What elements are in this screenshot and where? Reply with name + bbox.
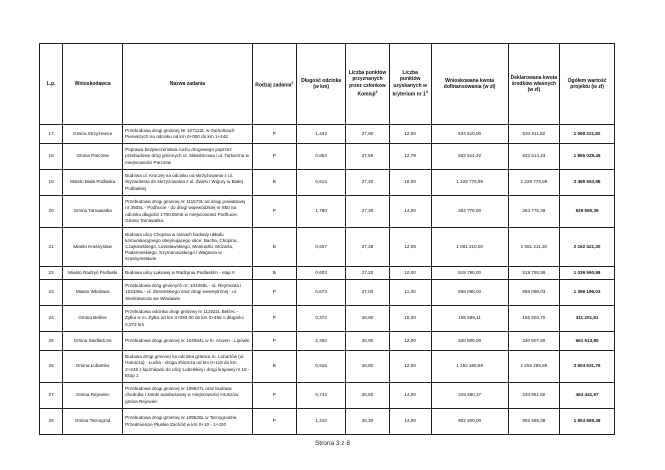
row-task-name: Przebudowa drogi gminnej nr 104564L w m. Anusin - Lipówki [123,332,253,351]
header-points-criterion: Liczba punktów uzyskanych w kryterium nr $1^4$ [389,44,431,125]
row-declared: 1 229 776,99 [508,170,560,196]
table-row [40,409,615,435]
row-task-name: Budowa drogi gminnej na odcinku granica m. Lubartów (ul. Hutnicza) - Łucka - droga zbiorcza od km 0+115 do km 2+249 z łącznikami do ulicy Lubelskiej i drogi krajowej nr 19 - Etap 1 [123,351,253,383]
table-row [40,280,615,306]
row-applicant: Gmina Rejowiec [63,383,123,409]
table-row [40,144,615,170]
row-declared: 902 469,38 [508,409,560,435]
row-total: 1 039 590,98 [560,267,615,280]
row-total: 1 804 869,38 [560,409,615,435]
row-points-criterion: 10,00 [389,267,431,280]
row-applicant: Gmina Lubartów [63,351,123,383]
row-applicant: Gmina Bełżec [63,306,123,332]
row-total: 1 865 028,45 [560,144,615,170]
row-requested: 534 610,00 [431,125,508,144]
table-row [40,228,615,267]
row-declared: 1 252 265,88 [508,351,560,383]
row-length: 0,607 [296,228,345,267]
row-applicant: Miasto Krasnystaw [63,228,123,267]
row-applicant: Gmina Tarnogród [63,409,123,435]
row-task-type: P [252,125,296,144]
row-task-type: P [252,409,296,435]
header-task-name: Nazwa zadania [123,44,253,125]
row-declared: 264 775,39 [508,196,560,228]
row-length: 1,442 [296,125,345,144]
row-applicant: Gmina Strzyżewice [63,125,123,144]
row-requested: 932 514,22 [431,144,508,170]
row-requested: 1 252 265,88 [431,351,508,383]
row-points-criterion: 12,00 [389,351,431,383]
footnote-mark: 3 [375,89,378,94]
row-length: 0,372 [296,306,345,332]
row-points-committee: 27,03 [346,280,389,306]
row-points-criterion: 14,00 [389,409,431,435]
row-declared: 698 098,03 [508,280,560,306]
row-task-name: Przebudowa drogi gminnej nr 109526L w Tarnogrodzie, Przedmieście Płuskie Zachód w km 0+10 - 1+420 [123,409,253,435]
table-row [40,196,615,228]
row-declared: 1 081 211,30 [508,228,560,267]
header-requested: Wnioskowana kwota dofinansowania (w zł) [431,44,508,125]
row-points-committee: 26,50 [346,383,389,409]
row-task-type: P [252,306,296,332]
header-points-committee: Liczba punktów przyznanych przez członków Komisji$^3$ [346,44,389,125]
header-total: Ogółem wartość projektu (w zł) [560,44,615,125]
row-points-committee: 27,20 [346,267,389,280]
row-task-type: B [252,267,296,280]
table-row [40,383,615,409]
row-length: 0,673 [296,280,345,306]
row-lp: 22 [40,267,63,280]
projects-table [39,43,615,435]
row-lp: 24 [40,306,63,332]
row-requested: 264 775,00 [431,196,508,228]
row-points-committee: 26,80 [346,351,389,383]
row-task-name: Przebudowa dróg gminnych nr: 104268L - ul. Reymonta i 104336L - ul. Żeromskiego oraz drogi wewnętrznej - ul. Sienkiewicza we Włodawie [123,280,253,306]
row-declared: 330 807,80 [508,332,560,351]
table-header-row [40,44,615,125]
row-points-committee: 27,40 [346,170,389,196]
row-points-criterion: 11,00 [389,280,431,306]
page-number: Strona 3 z 8 [314,440,351,447]
table-row [40,332,615,351]
row-total: 464 441,97 [560,383,615,409]
row-task-name: Budowa ul. Kruczej na odcinku od skrzyżowania z ul. Wyzwolenia do skrzyżowania z ul. Żwirki i Wigury w Białej Podlaskiej [123,170,253,196]
row-points-committee: 27,59 [346,144,389,170]
row-lp: 25 [40,332,63,351]
row-applicant: Gmina Parczew [63,144,123,170]
row-points-committee: 26,90 [346,332,389,351]
row-points-committee: 27,30 [346,196,389,228]
row-length: 0,613 [296,170,345,196]
row-length: 1,410 [296,409,345,435]
row-task-name: Przebudowa drogi gminnej nr 109647L oraz budowa chodnika i zatoki autobusowej w miejscowości Hruszów gmina Rejowiec [123,383,253,409]
header-lp: L.p. [40,44,63,125]
row-task-name: Budowa ulicy Chopina w ramach budowy układu komunikacyjnego obejmującego ulice: Bacha, Chopina, Czajkowskiego, Lutosławskiego, Moniuszki, Mozarta, Paderewskiego, Szymanowskiego i Wagnera w Krasnymstawie [123,228,253,267]
row-points-committee: 26,30 [346,409,389,435]
row-lp: 19 [40,170,63,196]
footnote-mark: 2 [291,80,294,85]
row-declared: 534 611,82 [508,125,560,144]
row-task-name: Przebudowa drogi gminnej nr 111573L od drogi powiatowej nr 3505L - Podhucie - do drogi wojewódzkiej nr 850 na odcinku długości 1780,00mb w miejscowości Podhucie, Gmina Tarnawatka [123,196,253,228]
row-points-criterion: 14,00 [389,383,431,409]
row-length: 0,742 [296,383,345,409]
row-applicant: Miasto Biała Podlaska [63,170,123,196]
row-task-type: B [252,351,296,383]
table-row [40,170,615,196]
header-length: Długość odcinka (w km) [296,44,345,125]
row-length: 0,853 [296,144,345,170]
row-total: 2 459 553,98 [560,170,615,196]
table-row [40,351,615,383]
row-points-criterion: 14,00 [389,196,431,228]
row-total: 311 201,81 [560,306,615,332]
row-requested: 229 480,37 [431,383,508,409]
row-task-name: Przebudowa drogi gminnej Nr 107122L w Osmolicach Pierwszych na odcinku od km 0+000 do km 1+442 [123,125,253,144]
row-total: 2 162 421,30 [560,228,615,267]
row-length: 0,916 [296,351,345,383]
row-declared: 519 795,98 [508,267,560,280]
row-points-committee: 26,90 [346,306,389,332]
row-points-committee: 27,28 [346,228,389,267]
header-declared: Deklarowana kwota środków własnych (w zł) [508,44,560,125]
row-length: 2,460 [296,332,345,351]
row-lp: 28 [40,409,63,435]
row-task-name: Poprawa bezpieczeństwa ruchu drogowego poprzez przebudowę dróg gminnych ul. Składnicowa i ul. Tartaczna w miejscowości Parczew [123,144,253,170]
row-declared: 932 514,23 [508,144,560,170]
row-lp: 23 [40,280,63,306]
row-task-type: P [252,144,296,170]
row-lp: 21 [40,228,63,267]
row-lp: 26 [40,351,63,383]
row-points-committee: 27,90 [346,125,389,144]
row-lp: 20 [40,196,63,228]
row-points-criterion: 15,00 [389,306,431,332]
row-task-type: P [252,196,296,228]
row-task-type: P [252,383,296,409]
row-points-criterion: 12,00 [389,332,431,351]
table-row [40,267,615,280]
row-total: 2 504 531,76 [560,351,615,383]
row-requested: 155 598,11 [431,306,508,332]
row-points-criterion: 12,79 [389,144,431,170]
row-task-type: P [252,280,296,306]
row-applicant: Gmina Siedliszcze [63,332,123,351]
row-applicant: Gmina Tarnawatka [63,196,123,228]
row-task-name: Budowa ulicy Łąkowej w Radzyniu Podlaskim - etap II [123,267,253,280]
row-task-type: P [252,332,296,351]
row-applicant: Miasto Włodawa [63,280,123,306]
table-row [40,306,615,332]
row-task-name: Przebudowa odcinka drogi gminnej nr 111922L Bełżec - Żyłka w m. Żyłka od km 3+093,00 do km 3+465 o długości 0,372 km [123,306,253,332]
row-lp: 18 [40,144,63,170]
row-length: 0,603 [296,267,345,280]
row-requested: 519 795,00 [431,267,508,280]
row-requested: 1 081 210,00 [431,228,508,267]
row-requested: 698 098,00 [431,280,508,306]
row-total: 1 396 196,03 [560,280,615,306]
row-points-criterion: 12,00 [389,125,431,144]
header-task-type: Rodzaj zadania$^2$ [252,44,296,125]
row-points-criterion: 16,00 [389,170,431,196]
row-total: 1 069 221,82 [560,125,615,144]
row-requested: 330 806,00 [431,332,508,351]
row-total: 661 613,80 [560,332,615,351]
row-requested: 902 400,00 [431,409,508,435]
row-task-type: B [252,228,296,267]
row-requested: 1 229 776,99 [431,170,508,196]
footnote-mark: 4 [425,89,428,94]
row-length: 1,780 [296,196,345,228]
row-task-type: B [252,170,296,196]
row-points-criterion: 12,08 [389,228,431,267]
table-row [40,125,615,144]
row-total: 529 550,39 [560,196,615,228]
header-applicant: Wnioskodawca [63,44,123,125]
row-lp: 17 [40,125,63,144]
row-applicant: Miasto Radzyń Podlaski [63,267,123,280]
row-declared: 155 603,70 [508,306,560,332]
row-lp: 27 [40,383,63,409]
row-declared: 234 961,60 [508,383,560,409]
